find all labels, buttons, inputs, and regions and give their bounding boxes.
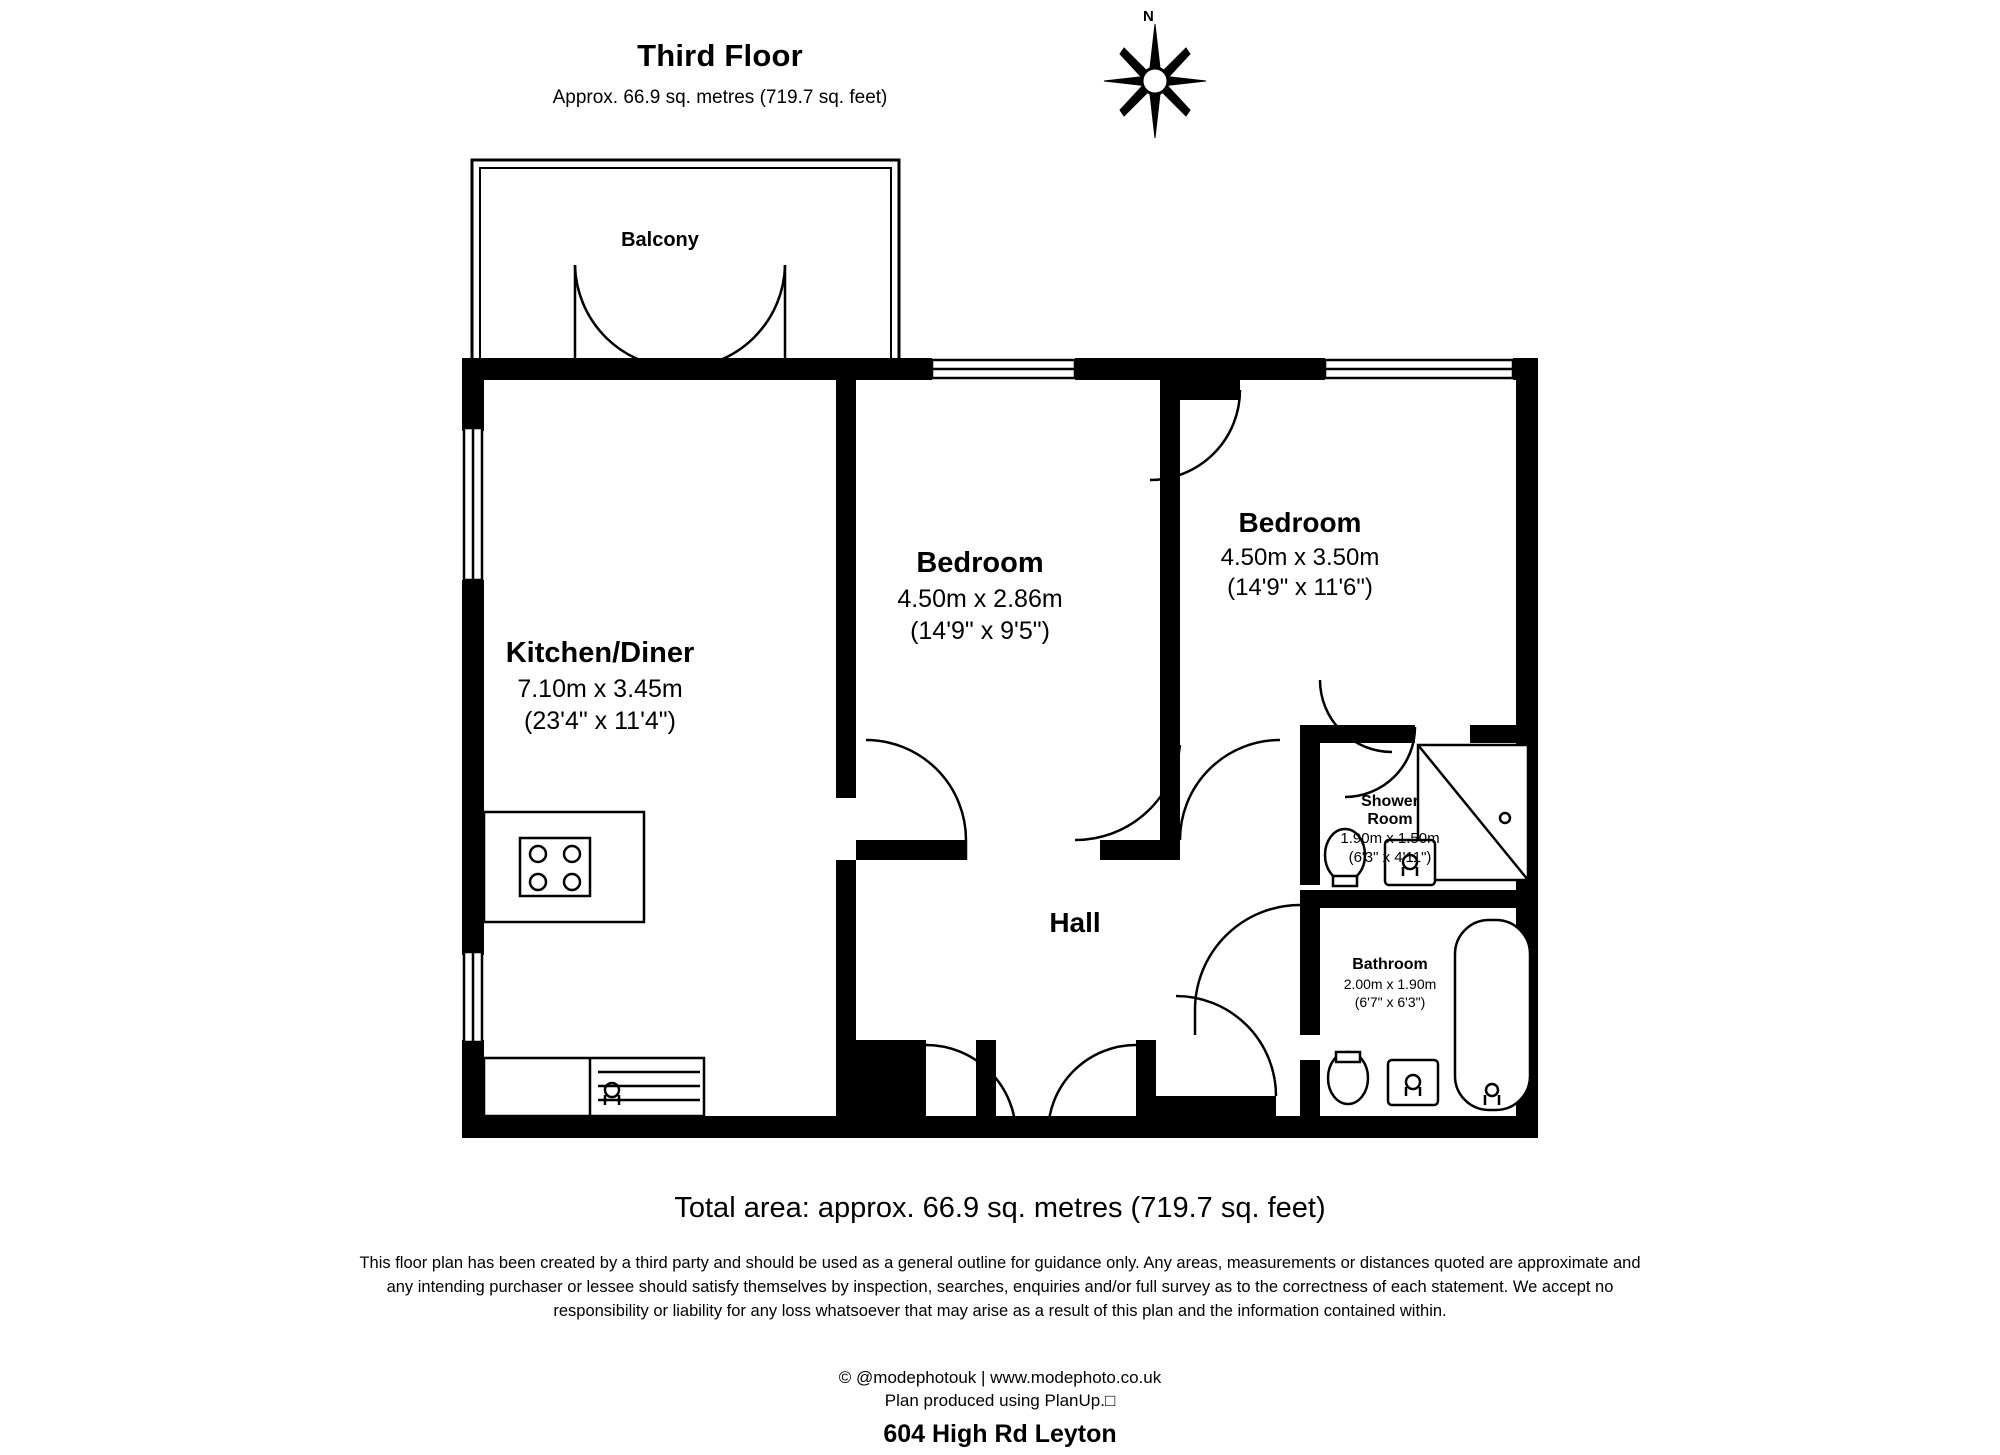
shower-room-name-line2: Room: [1367, 811, 1413, 829]
disclaimer-text: This floor plan has been created by a third party and should be used as a general outline for guidance only. Any areas, measurements or distances quoted are approximate and any intending purchaser or lessee should satisfy themselves by inspection, searches, enquiries and/or full survey as to the correctness of each statement. We accept no responsibility or liability for any loss whatsoever that may arise as a result of this plan and the information contained within.: [359, 1254, 1641, 1320]
room-label-balcony: [560, 228, 760, 253]
bathroom-dim-metric: 2.00m x 1.90m: [1343, 976, 1437, 992]
bathroom-name: Bathroom: [1352, 956, 1428, 973]
balcony-outline: [472, 160, 899, 370]
room-label-bedroom-2: [1150, 505, 1450, 603]
room-label-bathroom: [1300, 955, 1480, 1011]
room-label-kitchen-diner: [440, 635, 760, 737]
window-left-lower: [464, 952, 482, 1042]
page-title: Third Floor: [637, 38, 803, 73]
kitchen-diner-dim-metric: 7.10m x 3.45m: [517, 675, 683, 704]
compass-north-label: N: [1143, 8, 1154, 25]
bedroom-2-dim-metric: 4.50m x 3.50m: [1220, 544, 1380, 571]
balcony-door: [575, 265, 785, 368]
shower-room-name-line1: Shower: [1361, 793, 1419, 810]
room-label-bedroom-1: [830, 545, 1130, 647]
bedroom-2-name: Bedroom: [1238, 507, 1362, 538]
bathroom-dim-imperial: (6'7" x 6'3"): [1354, 993, 1426, 1010]
bathroom-basin: [1388, 1060, 1438, 1105]
balcony-name: Balcony: [621, 229, 699, 251]
bathtub: [1455, 920, 1530, 1110]
hall-name: Hall: [1049, 907, 1101, 938]
window-left-upper: [464, 428, 482, 580]
kitchen-diner-name: Kitchen/Diner: [505, 637, 695, 669]
credit-line-2: Plan produced using PlanUp.□: [884, 1390, 1116, 1410]
room-label-shower-room: [1310, 793, 1470, 867]
kitchen-hob-unit: [484, 812, 644, 922]
bedroom-1-dim-imperial: (14'9" x 9'5"): [910, 616, 1050, 645]
bathroom-toilet: [1328, 1052, 1368, 1104]
room-label-hall: [985, 905, 1165, 940]
kitchen-diner-dim-imperial: (23'4" x 11'4"): [524, 706, 676, 735]
window-top-bedroom1: [932, 360, 1075, 378]
bedroom-2-dim-imperial: (14'9" x 11'6"): [1227, 574, 1373, 601]
credit-block: [500, 1367, 1500, 1413]
window-top-bedroom2: [1325, 360, 1513, 378]
shower-room-dim-metric: 1.90m x 1.50m: [1340, 829, 1440, 847]
property-address: 604 High Rd Leyton: [883, 1420, 1117, 1448]
exterior-walls: [462, 358, 1538, 1138]
bedroom-1-name: Bedroom: [916, 547, 1044, 579]
bedroom-1-dim-metric: 4.50m x 2.86m: [897, 585, 1063, 614]
shower-room-dim-imperial: (6'3" x 4'11"): [1348, 848, 1432, 866]
credit-line-1: © @modephotouk | www.modephoto.co.uk: [838, 1368, 1162, 1387]
total-area-text: Total area: approx. 66.9 sq. metres (719.7 sq. feet): [674, 1192, 1326, 1224]
kitchen-sink-unit: [484, 1058, 704, 1116]
floor-area-subtitle: Approx. 66.9 sq. metres (719.7 sq. feet): [552, 87, 888, 108]
